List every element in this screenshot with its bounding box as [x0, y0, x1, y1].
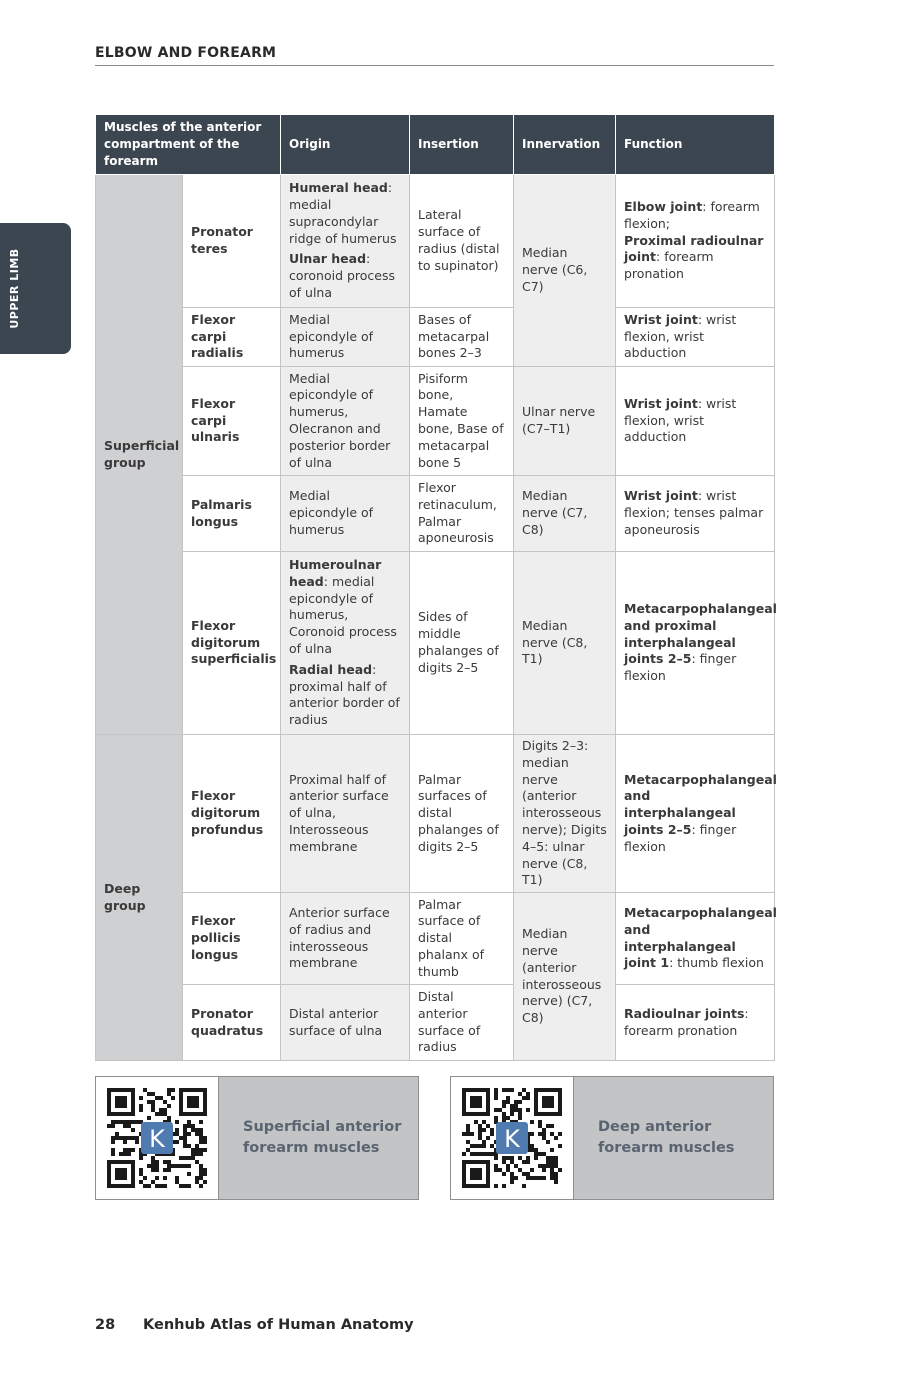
origin-cell: Medial epicondyle of humerus	[281, 476, 410, 552]
innervation-cell: Ulnar nerve (C7–T1)	[514, 367, 616, 476]
function-text: : forearm pronation	[624, 1005, 749, 1038]
side-tab-label: UPPER LIMB	[8, 248, 21, 329]
function-joint-label: Proximal radioulnar joint	[624, 232, 764, 265]
table-row	[96, 985, 775, 1061]
qr-code-icon	[107, 1088, 207, 1188]
qr-card-label[interactable]: Deep anterior forearm muscles	[598, 1119, 735, 1156]
group-label-deep: Deep group	[96, 735, 183, 1061]
function-text: : finger flexion	[624, 651, 737, 684]
function-text: : forearm pronation	[624, 249, 714, 282]
muscle-name: Palmaris longus	[183, 476, 281, 552]
group-label-superficial: Superficial group	[96, 175, 183, 735]
function-text: : forearm flexion;	[624, 199, 760, 231]
muscle-name: Flexor pollicis longus	[183, 893, 281, 985]
innervation-cell: Digits 2–3: median nerve (anterior interosseous nerve); Digits 4–5: ulnar nerve (C8, T1)	[514, 735, 616, 893]
column-header-innervation: Innervation	[514, 115, 616, 175]
side-tab	[0, 223, 71, 354]
function-cell	[616, 893, 775, 985]
muscle-name: Pronator quadratus	[183, 985, 281, 1061]
table-row	[96, 552, 775, 735]
origin-head-label: Humeral head	[289, 180, 388, 196]
insertion-cell: Palmar surfaces of distal phalanges of digits 2–5	[410, 735, 514, 893]
origin-head-label: Humeroulnar head	[289, 557, 382, 589]
insertion-cell: Bases of metacarpal bones 2–3	[410, 308, 514, 367]
column-header-function: Function	[616, 115, 775, 175]
page-footer	[95, 1317, 414, 1333]
table-row	[96, 893, 775, 985]
function-cell	[616, 308, 775, 367]
function-joint-label: Elbow joint	[624, 199, 703, 214]
origin-cell: Distal anterior surface of ulna	[281, 985, 410, 1061]
function-text: : wrist flexion, wrist adduction	[624, 395, 737, 445]
innervation-cell: Median nerve (C8, T1)	[514, 552, 616, 735]
origin-head-label: Radial head	[289, 661, 373, 677]
origin-cell: Proximal half of anterior surface of ulna, Interosseous membrane	[281, 735, 410, 893]
kenhub-badge-icon: K	[504, 1125, 520, 1154]
qr-card-deep[interactable]	[450, 1076, 774, 1200]
muscles-table	[95, 114, 775, 1061]
insertion-cell: Lateral surface of radius (distal to supinator)	[410, 175, 514, 308]
qr-card-label[interactable]: Superficial anterior forearm muscles	[243, 1119, 402, 1156]
origin-cell: Medial epicondyle of humerus	[281, 308, 410, 367]
column-header-insertion: Insertion	[410, 115, 514, 175]
qr-code[interactable]	[451, 1077, 574, 1199]
muscle-name: Flexor digitorum profundus	[183, 735, 281, 893]
function-cell	[616, 175, 775, 308]
function-joint-label: Metacarpophalangeal and interphalangeal joint 1	[624, 905, 777, 971]
origin-text: : medial supracondylar ridge of humerus	[289, 180, 397, 246]
origin-cell: Anterior surface of radius and interosseous membrane	[281, 893, 410, 985]
table-row	[96, 367, 775, 476]
table-header-row	[96, 115, 775, 175]
muscle-name: Flexor carpi ulnaris	[183, 367, 281, 476]
innervation-cell: Median nerve (anterior interosseous nerve) (C7, C8)	[514, 893, 616, 1061]
table-row	[96, 476, 775, 552]
qr-code[interactable]	[96, 1077, 219, 1199]
muscle-name: Flexor digitorum superficialis	[183, 552, 281, 735]
insertion-cell: Flexor retinaculum, Palmar aponeurosis	[410, 476, 514, 552]
muscle-name: Pronator teres	[183, 175, 281, 308]
innervation-cell: Median nerve (C7, C8)	[514, 476, 616, 552]
function-joint-label: Wrist joint	[624, 311, 698, 327]
column-header-muscle: Muscles of the anterior compartment of the forearm	[96, 115, 281, 175]
column-header-origin: Origin	[281, 115, 410, 175]
innervation-cell: Median nerve (C6, C7)	[514, 175, 616, 367]
table-row	[96, 175, 775, 308]
qr-code-icon	[462, 1088, 562, 1188]
insertion-cell: Sides of middle phalanges of digits 2–5	[410, 552, 514, 735]
function-joint-label: Metacarpophalangeal and proximal interphalangeal joints 2–5	[624, 601, 777, 667]
muscle-name: Flexor carpi radialis	[183, 308, 281, 367]
origin-text: : coronoid process of ulna	[289, 251, 396, 300]
function-cell	[616, 367, 775, 476]
function-text: : finger flexion	[624, 821, 737, 854]
origin-text: : medial epicondyle of humerus, Coronoid process of ulna	[289, 573, 397, 656]
kenhub-badge-icon: K	[149, 1125, 165, 1154]
table-row	[96, 735, 775, 893]
function-joint-label: Radioulnar joints	[624, 1005, 745, 1021]
table-row	[96, 308, 775, 367]
page-number: 28	[95, 1317, 116, 1333]
insertion-cell: Distal anterior surface of radius	[410, 985, 514, 1061]
insertion-cell: Palmar surface of distal phalanx of thumb	[410, 893, 514, 985]
origin-text: : proximal half of anterior border of radius	[289, 661, 400, 728]
function-text: : wrist flexion, wrist abduction	[624, 311, 737, 361]
function-cell	[616, 552, 775, 735]
function-text: : thumb flexion	[669, 955, 764, 971]
origin-cell	[281, 552, 410, 735]
section-title: ELBOW AND FOREARM	[95, 45, 774, 66]
function-text: : wrist flexion; tenses palmar aponeurosis	[624, 488, 764, 537]
function-cell	[616, 735, 775, 893]
function-joint-label: Wrist joint	[624, 395, 698, 411]
insertion-cell: Pisiform bone, Hamate bone, Base of metacarpal bone 5	[410, 367, 514, 476]
qr-card-superficial[interactable]	[95, 1076, 419, 1200]
function-cell	[616, 476, 775, 552]
book-title: Kenhub Atlas of Human Anatomy	[143, 1317, 414, 1333]
origin-cell	[281, 175, 410, 308]
origin-cell: Medial epicondyle of humerus, Olecranon and posterior border of ulna	[281, 367, 410, 476]
function-joint-label: Metacarpophalangeal and interphalangeal joints 2–5	[624, 771, 777, 837]
origin-head-label: Ulnar head	[289, 251, 367, 267]
function-joint-label: Wrist joint	[624, 488, 698, 504]
function-cell	[616, 985, 775, 1061]
